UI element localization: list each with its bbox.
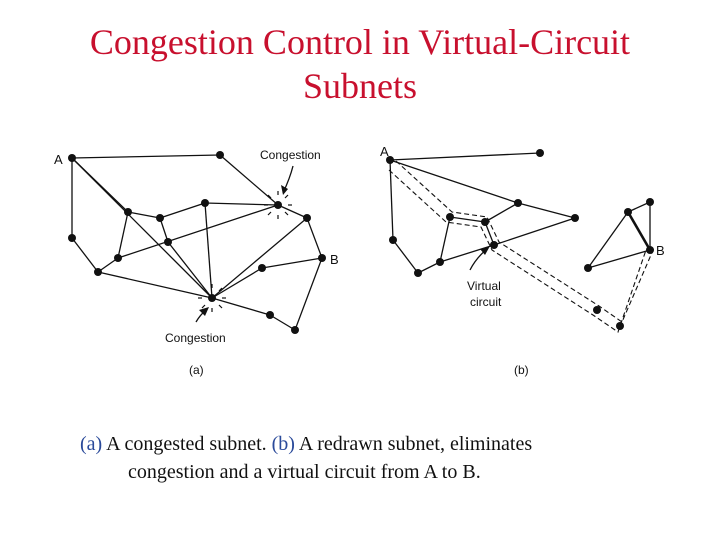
router-node: [303, 214, 311, 222]
router-node: [291, 326, 299, 334]
router-node: [389, 236, 397, 244]
router-node: [114, 254, 122, 262]
router-node: [124, 208, 132, 216]
virtual-circuit-label-1: Virtual: [467, 279, 501, 293]
arrowhead: [281, 185, 288, 195]
router-node: [514, 199, 522, 207]
caption-text-b: A redrawn subnet, eliminates: [294, 433, 533, 455]
subnet-a: [72, 155, 322, 330]
router-node: [436, 258, 444, 266]
heavy-link: [628, 212, 650, 250]
router-node: [571, 214, 579, 222]
router-node: [68, 234, 76, 242]
router-node: [446, 213, 454, 221]
subnet-a-nodes: [68, 151, 326, 334]
node-a-label: A: [54, 152, 63, 167]
congested-router-node: [208, 294, 216, 302]
router-node: [490, 241, 498, 249]
router-node: [216, 151, 224, 159]
caption-text-a: A congested subnet.: [102, 433, 272, 455]
router-node: [414, 269, 422, 277]
router-node: [164, 238, 172, 246]
router-node: [481, 218, 489, 226]
router-node: [201, 199, 209, 207]
router-node: [258, 264, 266, 272]
node-b-label: B: [330, 252, 339, 267]
title-line-1: Congestion Control in Virtual-Circuit: [89, 22, 631, 62]
caption-tag-a: (a): [80, 433, 103, 455]
router-node: [624, 208, 632, 216]
subnet-b-nodes: [386, 149, 654, 330]
caption-line-2: congestion and a virtual circuit from A to B.: [128, 461, 481, 483]
title-line-2: Subnets: [302, 66, 417, 106]
router-node: [616, 322, 624, 330]
router-node: [536, 149, 544, 157]
congestion-label-bottom: Congestion: [165, 331, 226, 345]
node-b: [318, 254, 326, 262]
caption-tag-b: (b): [271, 433, 295, 455]
node-b-label: B: [656, 243, 665, 258]
router-node: [94, 268, 102, 276]
node-a-label: A: [380, 144, 389, 159]
congested-router-node: [274, 201, 282, 209]
panel-label-a: (a): [189, 363, 204, 377]
virtual-circuit-path: [389, 161, 654, 332]
virtual-circuit-label-2: circuit: [470, 295, 502, 309]
router-node: [266, 311, 274, 319]
router-node: [584, 264, 592, 272]
figure-caption: [80, 430, 700, 486]
panel-label-b: (b): [514, 363, 529, 377]
node-b: [646, 246, 654, 254]
congestion-label-top: Congestion: [260, 148, 321, 162]
router-node: [646, 198, 654, 206]
router-node: [593, 306, 601, 314]
node-a: [68, 154, 76, 162]
router-node: [156, 214, 164, 222]
